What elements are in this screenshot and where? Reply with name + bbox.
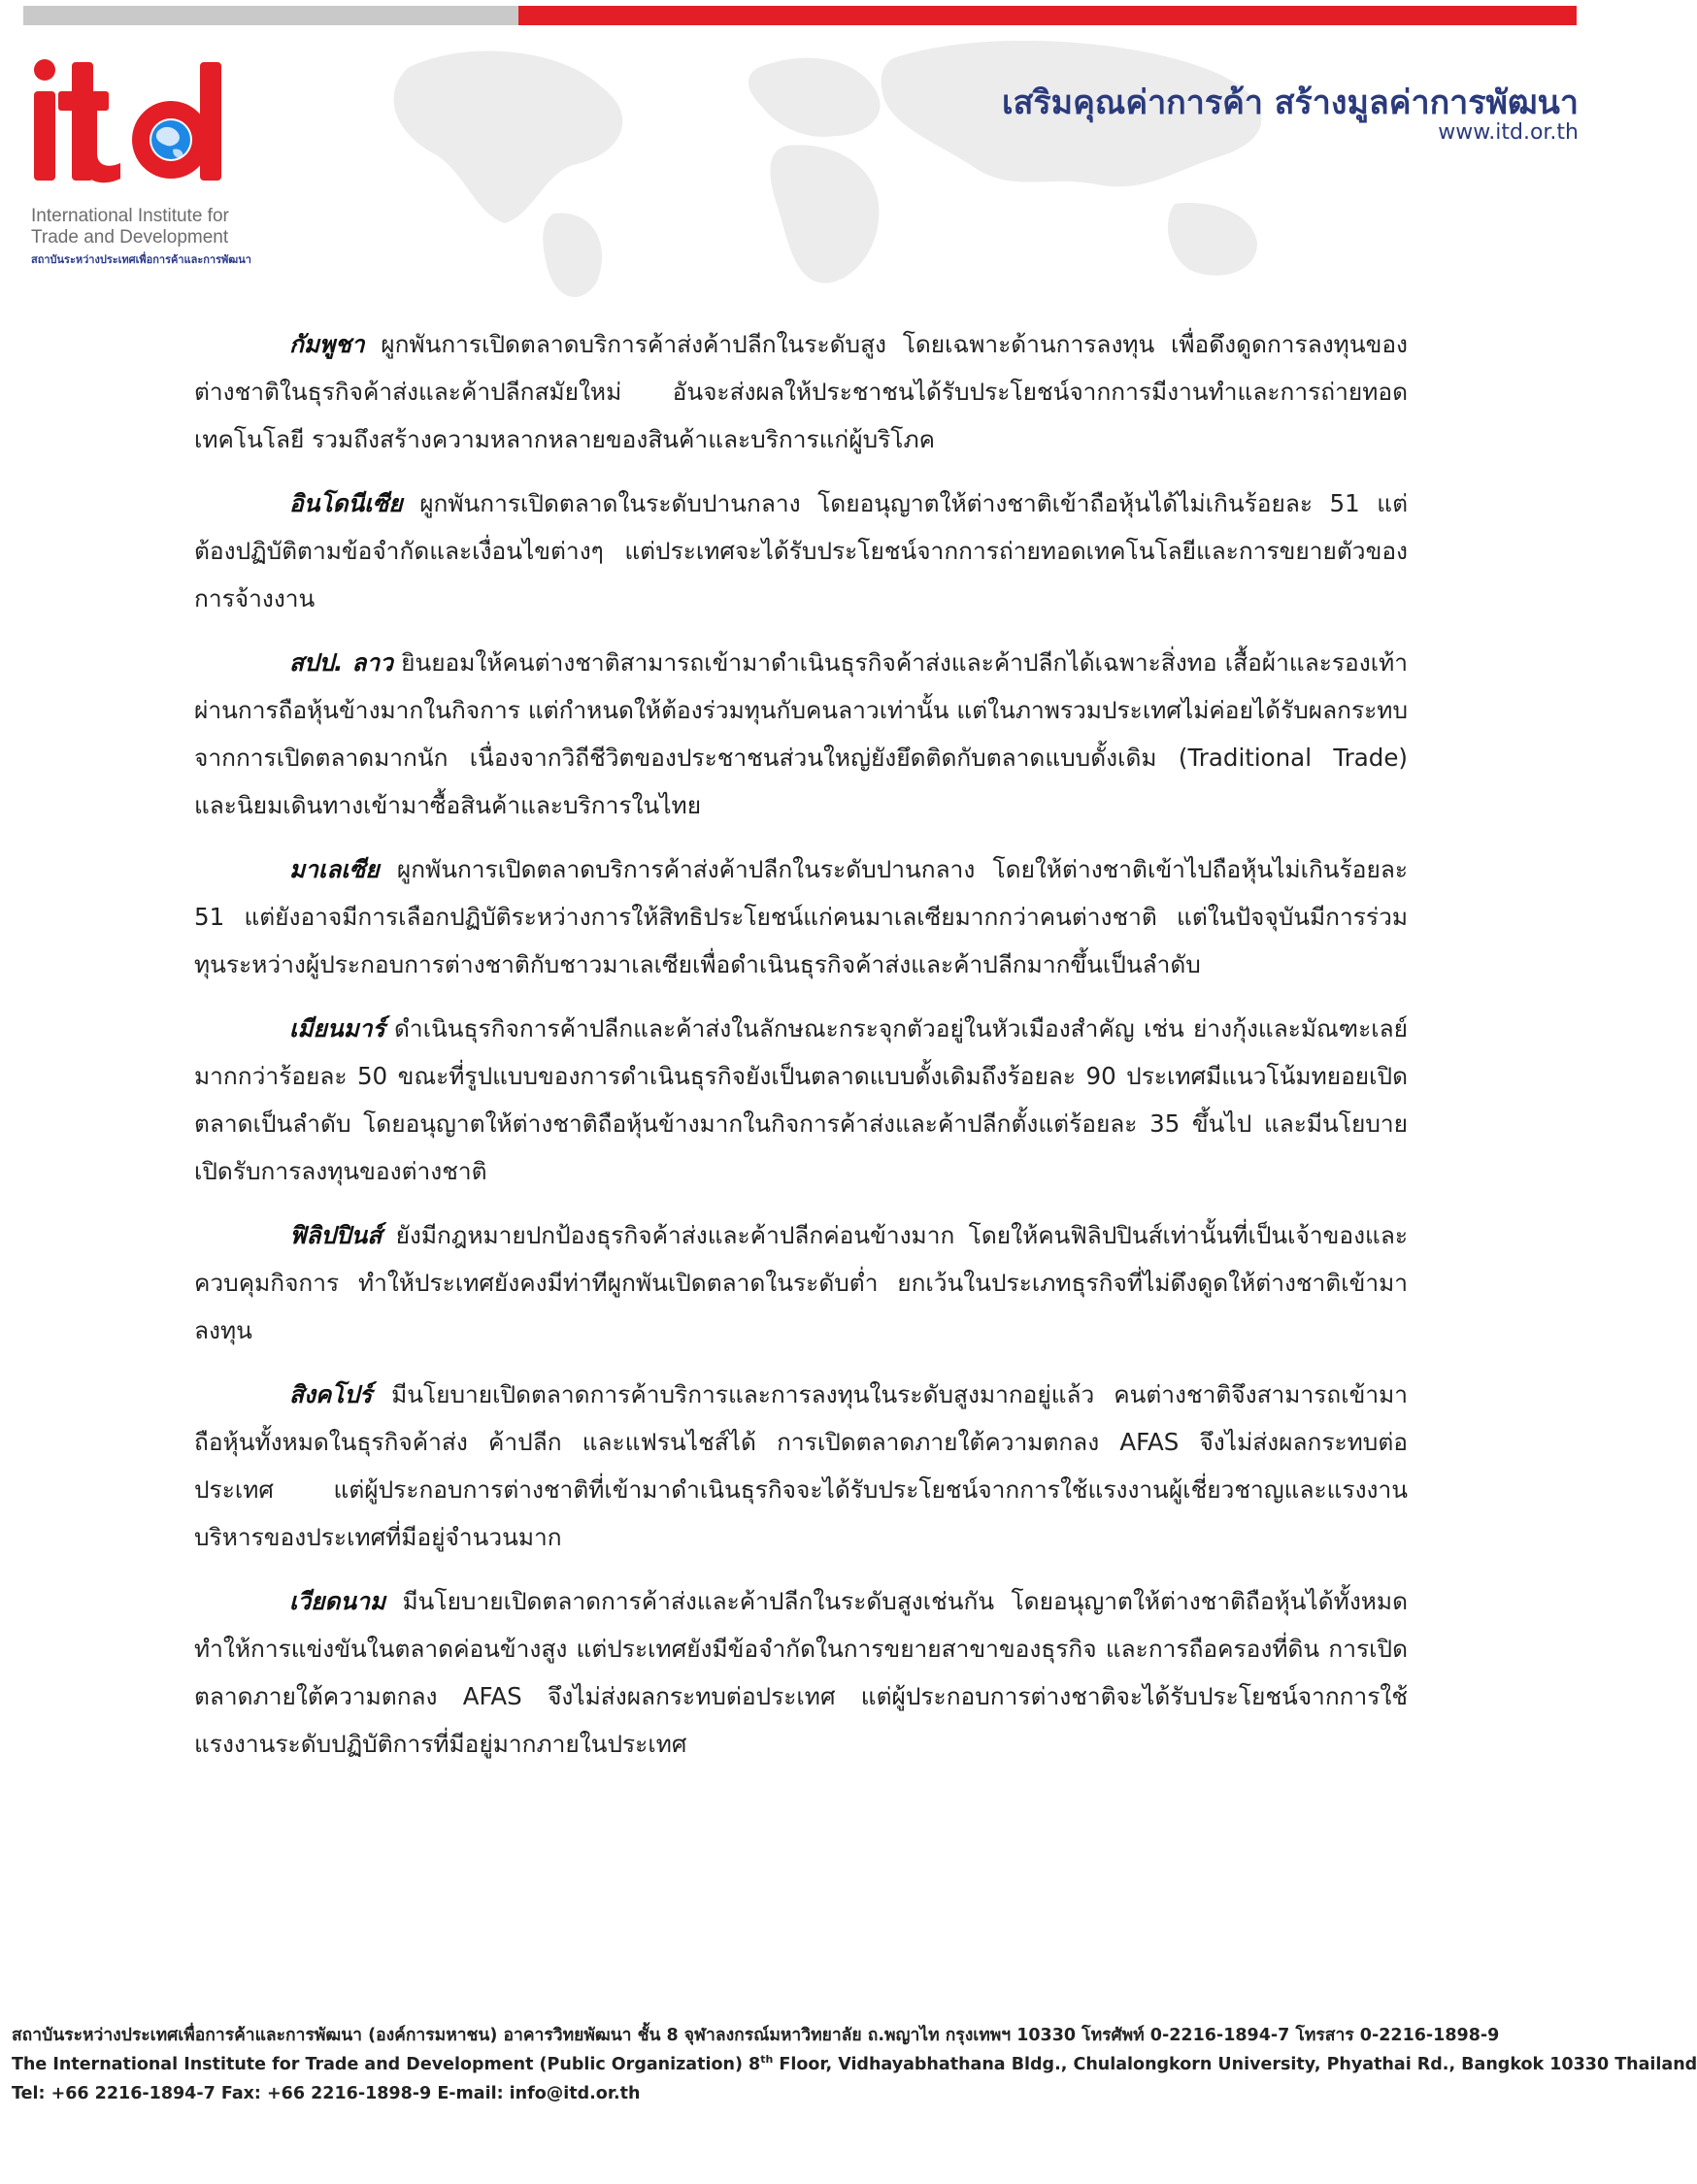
footer-ordinal-suffix: th [760,2053,774,2067]
paragraph-text: ยังมีกฎหมายปกป้องธุรกิจค้าส่งและค้าปลีกค่อนข้างมาก โดยให้คนฟิลิปปินส์เท่านั้นที่เป็นเจ้าของและควบคุมกิจการ ทำให้ประเทศยังคงมีท่าทีผูกพันเปิดตลาดในระดับต่ำ ยกเว้นในประเภทธุรกิจที่ไม่ดึงดูดให้ต่างชาติเข้ามาลงทุน [194,1221,1408,1344]
header-slogan: เสริมคุณค่าการค้า สร้างมูลค่าการพัฒนา [1002,83,1579,122]
paragraph-lead: เมียนมาร์ [289,1014,385,1042]
paragraph-lead: สิงคโปร์ [289,1380,373,1408]
paragraph-lead: อินโดนีเซีย [289,489,403,517]
footer-address-thai: สถาบันระหว่างประเทศเพื่อการค้าและการพัฒนา (องค์การมหาชน) อาคารวิทยพัฒนา ชั้น 8 จุฬาลงกรณ์มหาวิทยาลัย ถ.พญาไท กรุงเทพฯ 10330 โทรศัพท์ 0-2216-1894-7 โทรสาร 0-2216-1898-9 [12,2026,1500,2045]
paragraph-text: ยินยอมให้คนต่างชาติสามารถเข้ามาดำเนินธุรกิจค้าส่งและค้าปลีกได้เฉพาะสิ่งทอ เสื้อผ้าและรองเท้า ผ่านการถือหุ้นข้างมากในกิจการ แต่กำหนดให้ต้องร่วมทุนกับคนลาวเท่านั้น แต่ในภาพรวมประเทศไม่ค่อยได้รับผลกระทบจากการเปิดตลาดมากนัก เนื่องจากวิถีชีวิตของประชาชนส่วนใหญ่ยังยึดติดกับตลาดแบบดั้งเดิม (Traditional Trade) และนิยมเดินทางเข้ามาซื้อสินค้าและบริการในไทย [194,648,1408,819]
itd-logo-mark [27,56,280,202]
header-grey-bar [23,6,518,25]
paragraph-philippines [194,1211,1408,1354]
paragraph-laos [194,639,1408,829]
paragraph-malaysia [194,845,1408,988]
logo-text-line2: Trade and Development [31,227,229,248]
paragraph-lead: มาเลเซีย [289,855,380,883]
footer-address-english-b: Floor, Vidhayabhathana Bldg., Chulalongkorn University, Phyathai Rd., Bangkok 10330 Thailand [773,2055,1697,2074]
paragraph-lead: สปป. ลาว [289,648,393,677]
paragraph-text: ดำเนินธุรกิจการค้าปลีกและค้าส่งในลักษณะกระจุกตัวอยู่ในหัวเมืองสำคัญ เช่น ย่างกุ้งและมัณฑะเลย์ มากกว่าร้อยละ 50 ขณะที่รูปแบบของการดำเนินธุรกิจยังเป็นตลาดแบบดั้งเดิมถึงร้อยละ 90 ประเทศมีแนวโน้มทยอยเปิดตลาดเป็นลำดับ โดยอนุญาตให้ต่างชาติถือหุ้นข้างมากในกิจการค้าส่งและค้าปลีกตั้งแต่ร้อยละ 35 ขึ้นไป และมีนโยบายเปิดรับการลงทุนของต่างชาติ [194,1014,1408,1185]
footer-address-english-a: The International Institute for Trade and Development (Public Organization) 8 [12,2055,761,2074]
paragraph-cambodia [194,320,1408,463]
header-color-bar [23,6,1577,25]
paragraph-myanmar [194,1005,1408,1195]
paragraph-text: มีนโยบายเปิดตลาดการค้าบริการและการลงทุนในระดับสูงมากอยู่แล้ว คนต่างชาติจึงสามารถเข้ามาถือหุ้นทั้งหมดในธุรกิจค้าส่ง ค้าปลีก และแฟรนไชส์ได้ การเปิดตลาดภายใต้ความตกลง AFAS จึงไม่ส่งผลกระทบต่อประเทศ แต่ผู้ประกอบการต่างชาติที่เข้ามาดำเนินธุรกิจจะได้รับประโยชน์จากการใช้แรงงานผู้เชี่ยวชาญและแรงงานบริหารของประเทศที่มีอยู่จำนวนมาก [194,1380,1408,1551]
paragraph-indonesia [194,480,1408,622]
itd-logo [27,56,289,270]
paragraph-lead: กัมพูชา [289,330,365,358]
paragraph-lead: เวียดนาม [289,1587,386,1615]
document-body [194,320,1408,1784]
paragraph-text: ผูกพันการเปิดตลาดบริการค้าส่งค้าปลีกในระดับสูง โดยเฉพาะด้านการลงทุน เพื่อดึงดูดการลงทุนของต่างชาติในธุรกิจค้าส่งและค้าปลีกสมัยใหม่ อันจะส่งผลให้ประชาชนได้รับประโยชน์จากการมีงานทำและการถ่ายทอดเทคโนโลยี รวมถึงสร้างความหลากหลายของสินค้าและบริการแก่ผู้บริโภค [194,330,1408,453]
paragraph-text: ผูกพันการเปิดตลาดบริการค้าส่งค้าปลีกในระดับปานกลาง โดยให้ต่างชาติเข้าไปถือหุ้นไม่เกินร้อยละ 51 แต่ยังอาจมีการเลือกปฏิบัติระหว่างการให้สิทธิประโยชน์แก่คนมาเลเซียมากกว่าคนต่างชาติ แต่ในปัจจุบันมีการร่วมทุนระหว่างผู้ประกอบการต่างชาติกับชาวมาเลเซียเพื่อดำเนินธุรกิจค้าส่งและค้าปลีกมากขึ้นเป็นลำดับ [194,855,1408,978]
logo-text-thai: สถาบันระหว่างประเทศเพื่อการค้าและการพัฒนา [31,253,251,266]
page-footer [12,2021,1697,2108]
paragraph-text: มีนโยบายเปิดตลาดการค้าส่งและค้าปลีกในระดับสูงเช่นกัน โดยอนุญาตให้ต่างชาติถือหุ้นได้ทั้งหมด ทำให้การแข่งขันในตลาดค่อนข้างสูง แต่ประเทศยังมีข้อจำกัดในการขยายสาขาของธุรกิจ และการถือครองที่ดิน การเปิดตลาดภายใต้ความตกลง AFAS จึงไม่ส่งผลกระทบต่อประเทศ แต่ผู้ประกอบการต่างชาติจะได้รับประโยชน์จากการใช้แรงงานระดับปฏิบัติการที่มีอยู่มากภายในประเทศ [194,1587,1408,1758]
logo-text-line1: International Institute for [31,206,229,226]
header-website: www.itd.or.th [1438,120,1579,145]
paragraph-text: ผูกพันการเปิดตลาดในระดับปานกลาง โดยอนุญาตให้ต่างชาติเข้าถือหุ้นได้ไม่เกินร้อยละ 51 แต่ต้องปฏิบัติตามข้อจำกัดและเงื่อนไขต่างๆ แต่ประเทศจะได้รับประโยชน์จากการถ่ายทอดเทคโนโลยีและการขยายตัวของการจ้างงาน [194,489,1408,612]
footer-contact: Tel: +66 2216-1894-7 Fax: +66 2216-1898-9 E-mail: info@itd.or.th [12,2084,641,2103]
header-red-bar [518,6,1577,25]
world-map-watermark [349,29,1417,311]
paragraph-vietnam [194,1577,1408,1768]
paragraph-singapore [194,1371,1408,1561]
footer-address-english [12,2050,1697,2079]
paragraph-lead: ฟิลิปปินส์ [289,1221,383,1249]
